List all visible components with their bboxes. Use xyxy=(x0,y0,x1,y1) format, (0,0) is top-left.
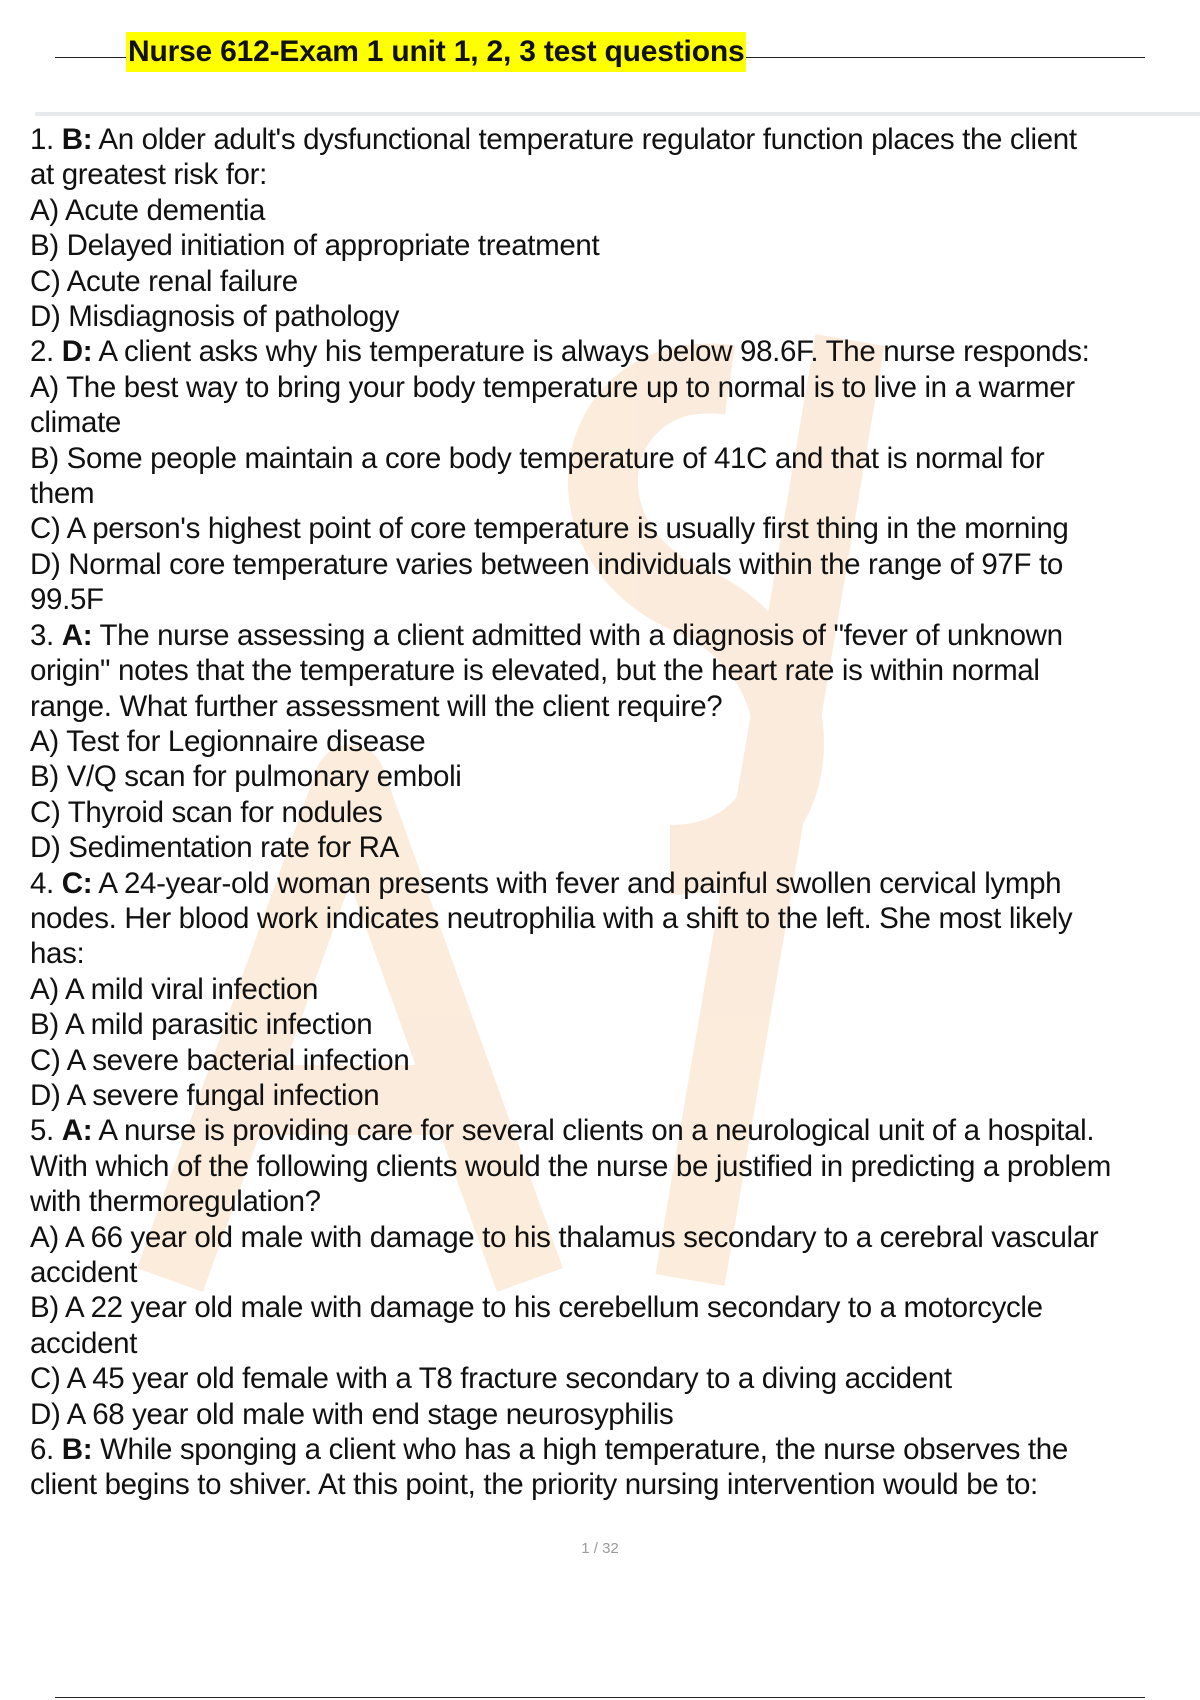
answer-key: D: xyxy=(61,335,93,369)
answer-option: A) A mild viral infection xyxy=(30,972,319,1006)
question-text: with thermoregulation? xyxy=(30,1185,321,1219)
answer-option: B) Some people maintain a core body temperature of 41C and that is normal for xyxy=(30,441,1045,475)
question-number: 6. xyxy=(30,1433,62,1467)
page-title: Nurse 612-Exam 1 unit 1, 2, 3 test questions xyxy=(126,32,746,72)
question-stem-first-line xyxy=(30,1432,1200,1467)
question-stem-first-line xyxy=(30,1113,1200,1148)
question-text: An older adult's dysfunctional temperature regulator function places the client xyxy=(92,123,1077,156)
answer-option: C) A person's highest point of core temperature is usually first thing in the morning xyxy=(30,512,1069,546)
answer-option: B) A 22 year old male with damage to his cerebellum secondary to a motorcycle xyxy=(30,1291,1043,1325)
page-number: 1 / 32 xyxy=(581,1540,619,1557)
question-block xyxy=(30,618,1200,866)
question-stem-line xyxy=(30,653,1200,688)
question-block xyxy=(30,334,1200,617)
question-stem-first-line xyxy=(30,618,1200,653)
answer-option: B) V/Q scan for pulmonary emboli xyxy=(30,760,462,794)
question-text: nodes. Her blood work indicates neutrophilia with a shift to the left. She most likely xyxy=(30,901,1073,935)
question-block xyxy=(30,866,1200,1114)
question-stem-line xyxy=(30,1467,1200,1502)
question-stem-line xyxy=(30,1149,1200,1184)
question-text: range. What further assessment will the client require? xyxy=(30,689,723,723)
answer-option: A) Acute dementia xyxy=(30,193,266,227)
question-block xyxy=(30,122,1200,334)
question-text: A client asks why his temperature is always below 98.6F. The nurse responds: xyxy=(92,335,1090,369)
question-text: A nurse is providing care for several clients on a neurological unit of a hospital. xyxy=(92,1114,1095,1148)
question-text: has: xyxy=(30,937,85,971)
question-list xyxy=(30,122,1200,1503)
question-number: 4. xyxy=(30,866,62,900)
answer-option: C) Thyroid scan for nodules xyxy=(30,795,383,829)
question-stem-first-line xyxy=(30,334,1200,369)
answer-option: climate xyxy=(30,406,121,440)
answer-option: accident xyxy=(30,1256,138,1289)
question-block xyxy=(30,1432,1200,1503)
answer-key: C: xyxy=(61,866,93,900)
question-stem-line xyxy=(30,157,1200,192)
question-stem-line xyxy=(30,689,1200,724)
question-stem-first-line xyxy=(30,122,1200,157)
answer-option: D) Sedimentation rate for RA xyxy=(30,831,399,865)
answer-option: C) A severe bacterial infection xyxy=(30,1043,410,1077)
answer-option: them xyxy=(30,477,95,511)
answer-option: D) Normal core temperature varies between individuals within the range of 97F to xyxy=(30,547,1063,581)
question-number: 3. xyxy=(30,618,62,652)
question-stem-line xyxy=(30,901,1200,936)
question-text: client begins to shiver. At this point, the priority nursing intervention would be to: xyxy=(30,1468,1038,1502)
question-text: The nurse assessing a client admitted with a diagnosis of "fever of unknown xyxy=(92,618,1063,652)
answer-option: B) A mild parasitic infection xyxy=(30,1008,373,1042)
answer-key: A: xyxy=(61,1114,93,1148)
answer-option: A) Test for Legionnaire disease xyxy=(30,724,426,758)
top-divider xyxy=(35,112,1200,116)
answer-option: D) Misdiagnosis of pathology xyxy=(30,300,399,334)
bottom-rule xyxy=(55,1697,1145,1698)
title-row xyxy=(55,30,1145,76)
question-stem-line xyxy=(30,1184,1200,1219)
answer-option: C) Acute renal failure xyxy=(30,264,298,298)
question-number: 5. xyxy=(30,1114,62,1148)
answer-option: accident xyxy=(30,1326,138,1360)
answer-option: A) A 66 year old male with damage to his thalamus secondary to a cerebral vascular xyxy=(30,1220,1099,1254)
question-number: 1. xyxy=(30,123,62,156)
question-text: at greatest risk for: xyxy=(30,158,267,192)
question-stem-first-line xyxy=(30,866,1200,901)
answer-option: D) A 68 year old male with end stage neurosyphilis xyxy=(30,1397,674,1431)
question-text: A 24-year-old woman presents with fever and painful swollen cervical lymph xyxy=(92,866,1062,900)
answer-key: B: xyxy=(61,1433,93,1467)
answer-option: A) The best way to bring your body temperature up to normal is to live in a warmer xyxy=(30,370,1075,404)
question-block xyxy=(30,1113,1200,1432)
question-text: While sponging a client who has a high temperature, the nurse observes the xyxy=(92,1433,1068,1467)
question-stem-line xyxy=(30,936,1200,971)
question-number: 2. xyxy=(30,335,62,369)
answer-key: B: xyxy=(61,123,93,156)
question-text: With which of the following clients would the nurse be justified in predicting a problem xyxy=(30,1149,1111,1183)
answer-option: C) A 45 year old female with a T8 fracture secondary to a diving accident xyxy=(30,1362,952,1396)
answer-key: A: xyxy=(61,618,93,652)
question-text: origin" notes that the temperature is elevated, but the heart rate is within normal xyxy=(30,654,1040,688)
answer-option: B) Delayed initiation of appropriate treatment xyxy=(30,229,600,263)
answer-option: D) A severe fungal infection xyxy=(30,1078,380,1112)
answer-option: 99.5F xyxy=(30,583,104,617)
